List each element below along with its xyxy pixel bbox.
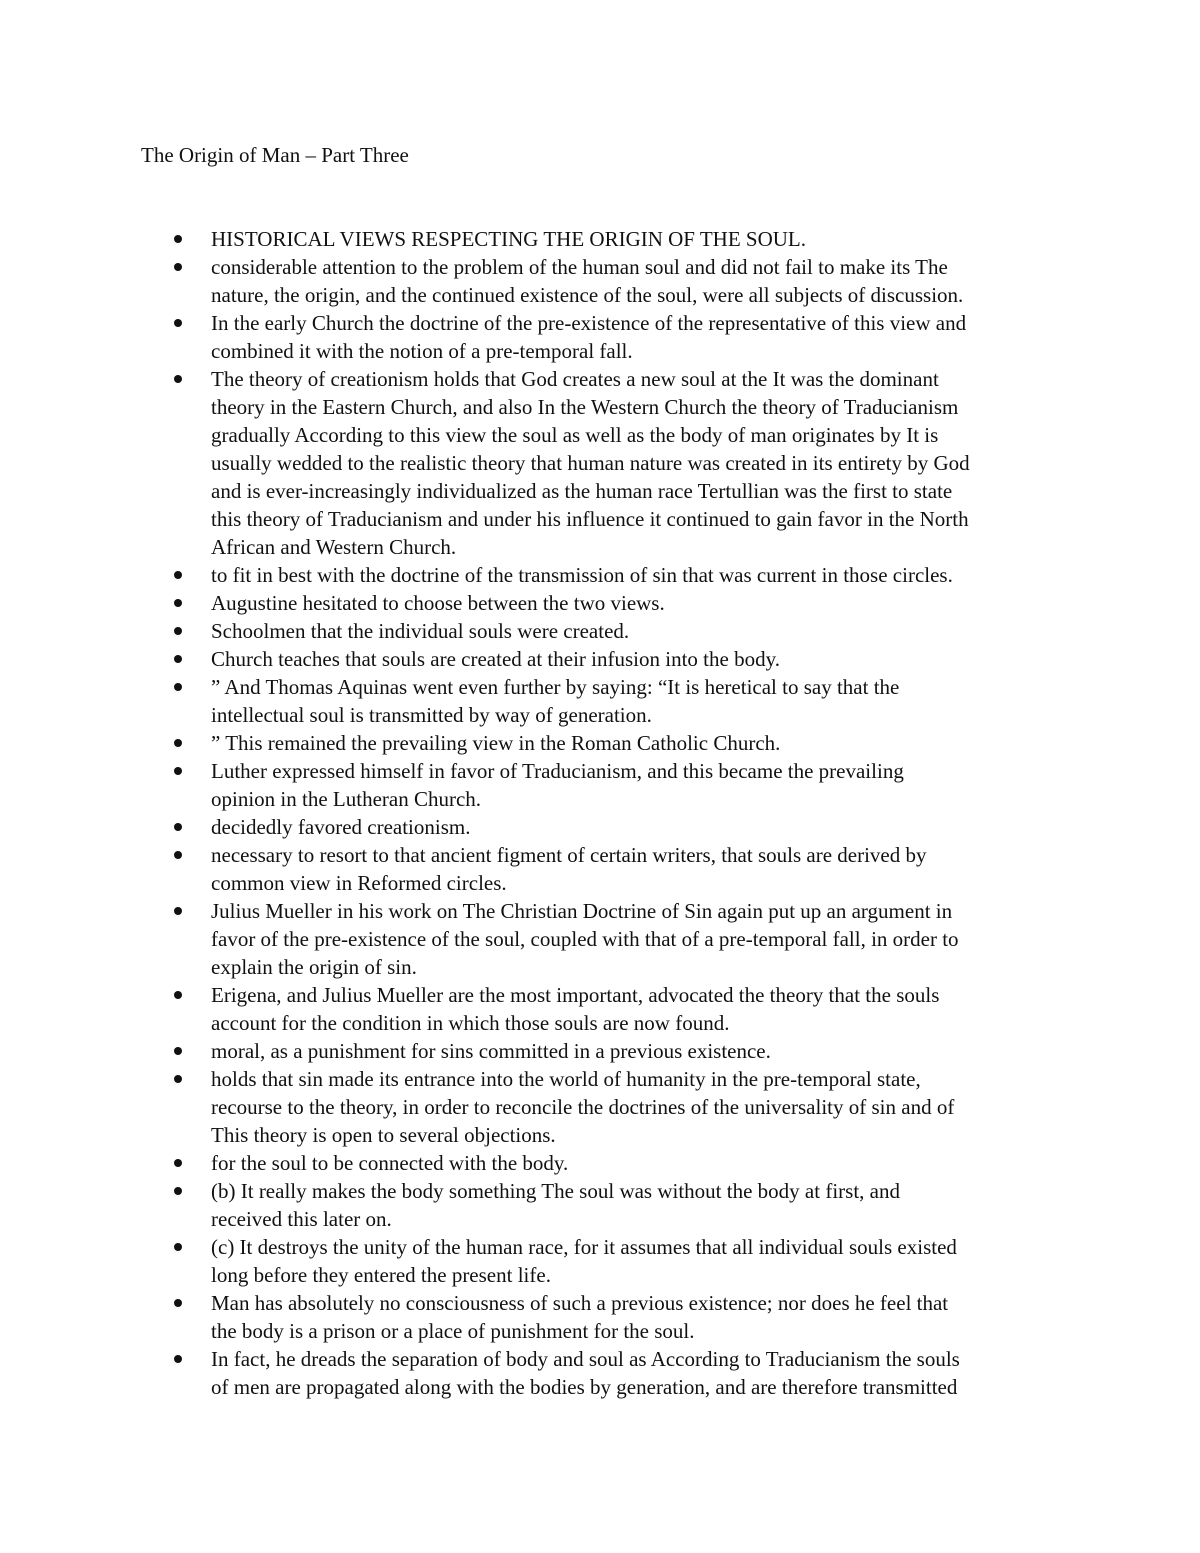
- list-item: [172, 841, 1072, 897]
- list-item-text-line: received this later on.: [211, 1207, 392, 1231]
- bullet-dot-icon: [174, 235, 182, 243]
- bullet-dot-icon: [174, 1299, 182, 1307]
- list-item: [172, 1149, 1072, 1177]
- list-item-text-line: this theory of Traducianism and under his influence it continued to gain favor in the North: [211, 507, 969, 531]
- list-item-text-line: the body is a prison or a place of punishment for the soul.: [211, 1319, 695, 1343]
- list-item-text-line: explain the origin of sin.: [211, 955, 417, 979]
- list-item-text-line: HISTORICAL VIEWS RESPECTING THE ORIGIN OF THE SOUL.: [211, 227, 807, 251]
- list-item: [172, 1289, 1072, 1345]
- bullet-dot-icon: [174, 627, 182, 635]
- list-item-text-line: recourse to the theory, in order to reconcile the doctrines of the universality of sin and of: [211, 1095, 955, 1119]
- list-item: [172, 561, 1072, 589]
- bullet-dot-icon: [174, 319, 182, 327]
- bullet-dot-icon: [174, 907, 182, 915]
- list-item-text-line: usually wedded to the realistic theory that human nature was created in its entirety by God: [211, 451, 970, 475]
- list-item-text-line: intellectual soul is transmitted by way of generation.: [211, 703, 652, 727]
- list-item: [172, 645, 1072, 673]
- list-item-text-line: holds that sin made its entrance into the world of humanity in the pre-temporal state,: [211, 1067, 921, 1091]
- list-item: [172, 617, 1072, 645]
- list-item: [172, 225, 1072, 253]
- list-item-text-line: Luther expressed himself in favor of Traducianism, and this became the prevailing: [211, 759, 904, 783]
- bullet-dot-icon: [174, 991, 182, 999]
- list-item-text-line: In the early Church the doctrine of the pre-existence of the representative of this view and: [211, 311, 967, 335]
- bullet-dot-icon: [174, 1075, 182, 1083]
- bullet-dot-icon: [174, 683, 182, 691]
- list-item-text-line: and is ever-increasingly individualized as the human race Tertullian was the first to state: [211, 479, 953, 503]
- list-item-text-line: gradually According to this view the soul as well as the body of man originates by It is: [211, 423, 939, 447]
- list-item-text-line: Church teaches that souls are created at their infusion into the body.: [211, 647, 780, 671]
- list-item: [172, 365, 1072, 561]
- list-item: [172, 729, 1072, 757]
- list-item: [172, 1177, 1072, 1233]
- list-item: [172, 589, 1072, 617]
- bullet-dot-icon: [174, 599, 182, 607]
- list-item-text-line: This theory is open to several objections.: [211, 1123, 556, 1147]
- list-item: [172, 757, 1072, 813]
- bullet-dot-icon: [174, 1355, 182, 1363]
- list-item-text-line: of men are propagated along with the bodies by generation, and are therefore transmitted: [211, 1375, 958, 1399]
- list-item-text-line: ” And Thomas Aquinas went even further by saying: “It is heretical to say that the: [211, 675, 900, 699]
- list-item-text-line: necessary to resort to that ancient figment of certain writers, that souls are derived by: [211, 843, 927, 867]
- list-item-text-line: ” This remained the prevailing view in the Roman Catholic Church.: [211, 731, 781, 755]
- list-item-text-line: common view in Reformed circles.: [211, 871, 507, 895]
- list-item: [172, 673, 1072, 729]
- list-item: [172, 309, 1072, 365]
- list-item-text-line: to fit in best with the doctrine of the transmission of sin that was current in those circles.: [211, 563, 953, 587]
- list-item: [172, 1065, 1072, 1149]
- bullet-dot-icon: [174, 375, 182, 383]
- list-item-text-line: Schoolmen that the individual souls were created.: [211, 619, 630, 643]
- list-item: [172, 1345, 1072, 1401]
- list-item-text-line: Julius Mueller in his work on The Christian Doctrine of Sin again put up an argument in: [211, 899, 953, 923]
- list-item-text-line: Man has absolutely no consciousness of such a previous existence; nor does he feel that: [211, 1291, 949, 1315]
- list-item: [172, 1233, 1072, 1289]
- list-item-text-line: favor of the pre-existence of the soul, coupled with that of a pre-temporal fall, in order to: [211, 927, 959, 951]
- list-item-text-line: account for the condition in which those souls are now found.: [211, 1011, 730, 1035]
- list-item-text-line: combined it with the notion of a pre-temporal fall.: [211, 339, 633, 363]
- list-item-text-line: nature, the origin, and the continued existence of the soul, were all subjects of discussion.: [211, 283, 964, 307]
- list-item-text-line: The theory of creationism holds that God creates a new soul at the It was the dominant: [211, 367, 939, 391]
- bullet-dot-icon: [174, 571, 182, 579]
- list-item-text-line: for the soul to be connected with the body.: [211, 1151, 569, 1175]
- list-item-text-line: long before they entered the present life.: [211, 1263, 551, 1287]
- bullet-dot-icon: [174, 823, 182, 831]
- bullet-dot-icon: [174, 655, 182, 663]
- list-item-text-line: Erigena, and Julius Mueller are the most important, advocated the theory that the souls: [211, 983, 940, 1007]
- bullet-dot-icon: [174, 739, 182, 747]
- list-item-text-line: (b) It really makes the body something The soul was without the body at first, and: [211, 1179, 900, 1203]
- bullet-dot-icon: [174, 263, 182, 271]
- list-item: [172, 253, 1072, 309]
- list-item: [172, 813, 1072, 841]
- list-item-text-line: African and Western Church.: [211, 535, 457, 559]
- list-item-text-line: opinion in the Lutheran Church.: [211, 787, 482, 811]
- list-item-text-line: considerable attention to the problem of the human soul and did not fail to make its The: [211, 255, 948, 279]
- bullet-dot-icon: [174, 767, 182, 775]
- list-item: [172, 897, 1072, 981]
- list-item-text-line: decidedly favored creationism.: [211, 815, 471, 839]
- bullet-list: [172, 225, 1072, 1401]
- list-item: [172, 1037, 1072, 1065]
- list-item-text-line: In fact, he dreads the separation of body and soul as According to Traducianism the souls: [211, 1347, 960, 1371]
- list-item-text-line: Augustine hesitated to choose between the two views.: [211, 591, 665, 615]
- list-item: [172, 981, 1072, 1037]
- bullet-dot-icon: [174, 1187, 182, 1195]
- bullet-dot-icon: [174, 1047, 182, 1055]
- list-item-text-line: theory in the Eastern Church, and also In the Western Church the theory of Traducianism: [211, 395, 959, 419]
- list-item-text-line: moral, as a punishment for sins committed in a previous existence.: [211, 1039, 771, 1063]
- bullet-dot-icon: [174, 1159, 182, 1167]
- page-title: The Origin of Man – Part Three: [141, 143, 409, 167]
- bullet-dot-icon: [174, 1243, 182, 1251]
- bullet-dot-icon: [174, 851, 182, 859]
- list-item-text-line: (c) It destroys the unity of the human race, for it assumes that all individual souls existed: [211, 1235, 957, 1259]
